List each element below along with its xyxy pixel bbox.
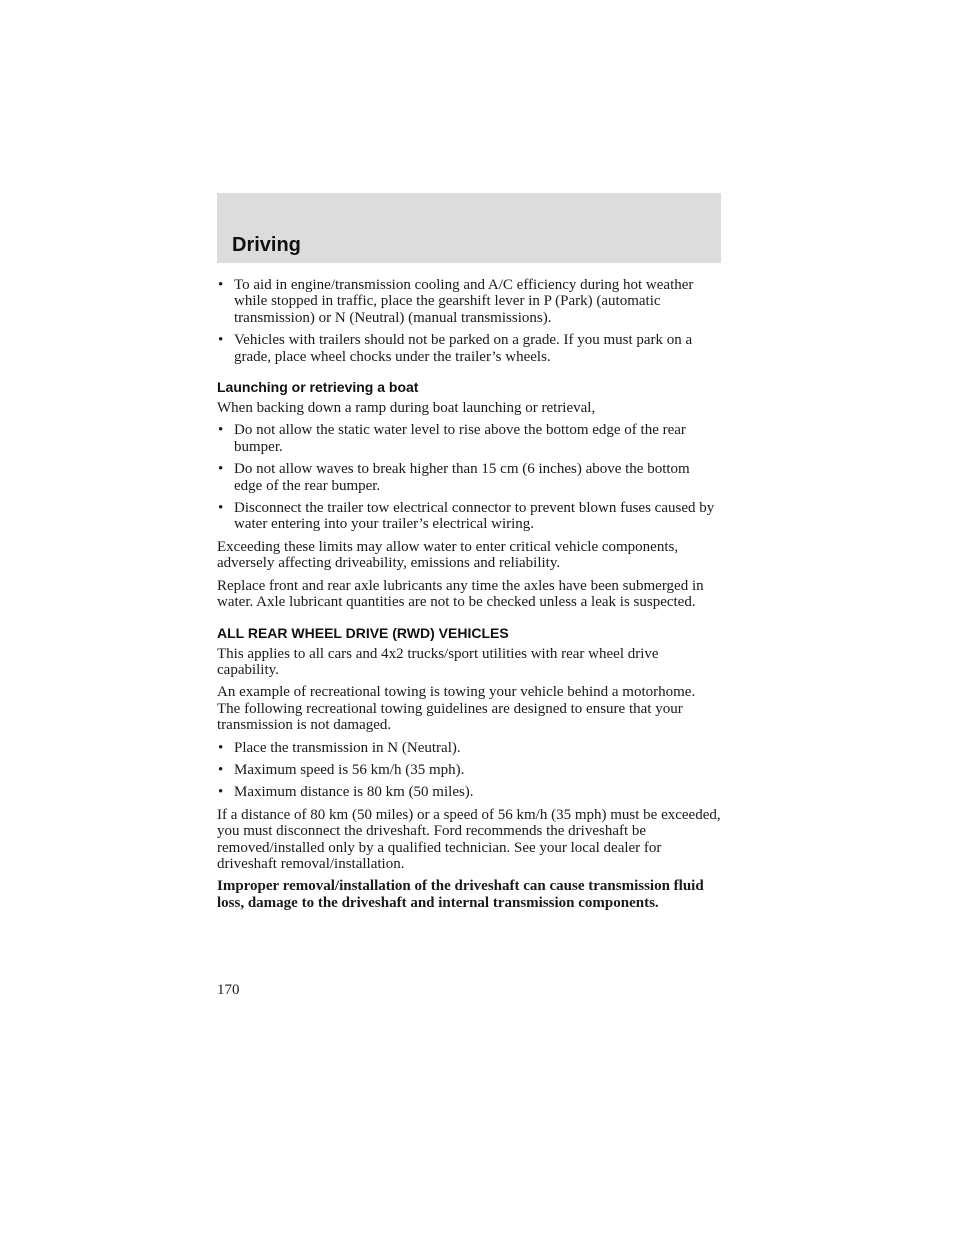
rwd-bullet-list	[217, 740, 721, 801]
rwd-section-heading: ALL REAR WHEEL DRIVE (RWD) VEHICLES	[217, 624, 509, 641]
rwd-paragraph: This applies to all cars and 4x2 trucks/sport utilities with rear wheel drive capability.	[217, 645, 659, 678]
warning-paragraph: Improper removal/installation of the driveshaft can cause transmission fluid loss, damage to the driveshaft and internal transmission components.	[217, 878, 704, 911]
boat-lead-paragraph: When backing down a ramp during boat launching or retrieval,	[217, 400, 596, 417]
section-header	[217, 193, 721, 263]
boat-paragraph: Replace front and rear axle lubricants any time the axles have been submerged in water. Axle lubricant quantities are not to be checked unless a leak is suspected.	[217, 577, 704, 611]
boat-section-heading: Launching or retrieving a boat	[217, 379, 419, 396]
page-content	[217, 277, 721, 917]
list-item: • Vehicles with trailers should not be parked on a grade. If you must park on a grade, place wheel chocks under the trailer’s wheels.	[217, 332, 721, 365]
rwd-paragraph: If a distance of 80 km (50 miles) or a speed of 56 km/h (35 mph) must be exceeded, you must disconnect the driveshaft. Ford recommends the driveshaft be removed/installed only by a qualified technician. See your local dealer for driveshaft removal/installation.	[217, 806, 721, 872]
list-item: • Maximum speed is 56 km/h (35 mph).	[217, 762, 721, 778]
list-item: • To aid in engine/transmission cooling and A/C efficiency during hot weather while stopped in traffic, place the gearshift lever in P (Park) (automatic transmission) or N (Neutral) (manual transmissions).	[217, 277, 721, 326]
list-item: • Do not allow waves to break higher than 15 cm (6 inches) above the bottom edge of the rear bumper.	[217, 461, 721, 494]
list-item: • Disconnect the trailer tow electrical connector to prevent blown fuses caused by water entering into your trailer’s electrical wiring.	[217, 500, 721, 533]
list-item: • Do not allow the static water level to rise above the bottom edge of the rear bumper.	[217, 422, 721, 455]
list-item: • Place the transmission in N (Neutral).	[217, 740, 721, 756]
boat-bullet-list	[217, 422, 721, 532]
rwd-paragraph: An example of recreational towing is towing your vehicle behind a motorhome. The following recreational towing guidelines are designed to ensure that your transmission is not damaged.	[217, 684, 696, 734]
page-number: 170	[217, 982, 240, 998]
intro-bullet-list	[217, 277, 721, 365]
section-title: Driving	[232, 234, 301, 256]
list-item: • Maximum distance is 80 km (50 miles).	[217, 784, 721, 800]
boat-paragraph: Exceeding these limits may allow water to enter critical vehicle components, adversely affecting driveability, emissions and reliability.	[217, 538, 679, 572]
